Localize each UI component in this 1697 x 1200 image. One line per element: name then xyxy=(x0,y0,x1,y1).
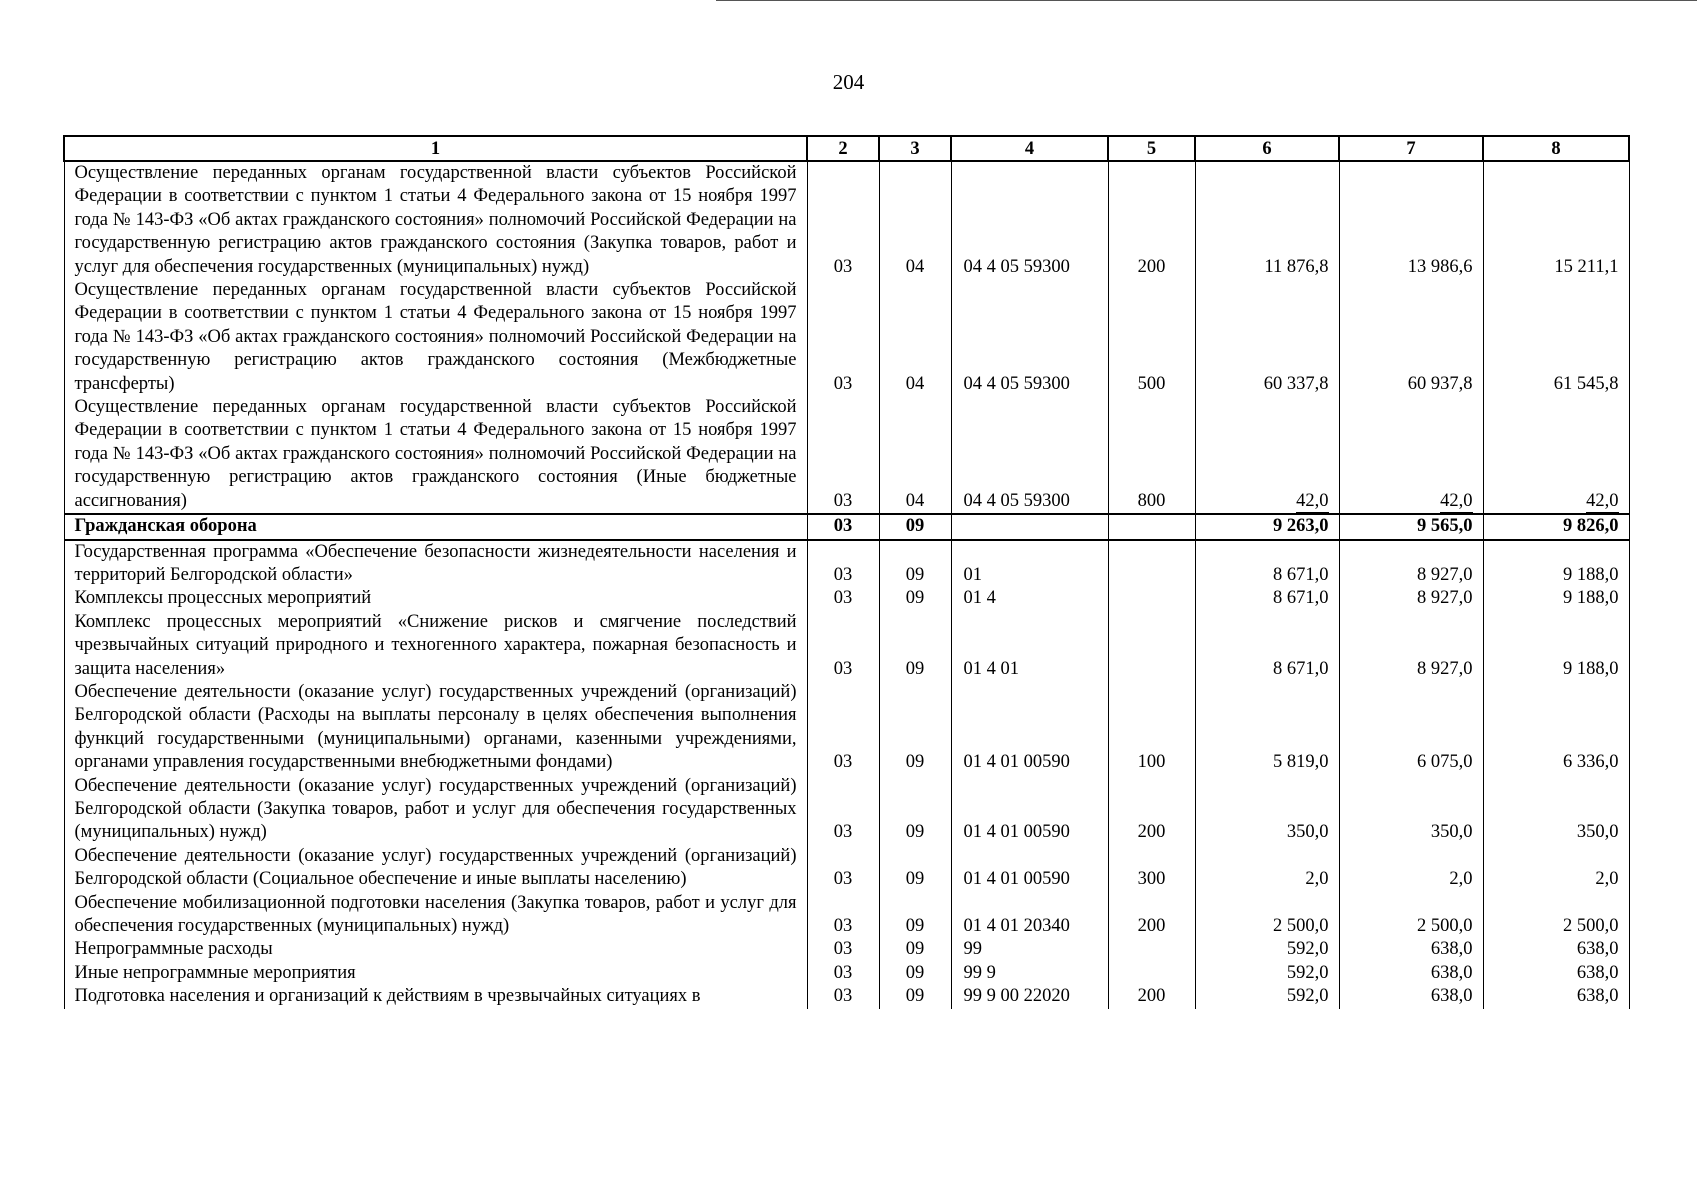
amount-year-3: 9 188,0 xyxy=(1483,540,1629,588)
expense-type-code xyxy=(1108,962,1195,985)
expense-type-code xyxy=(1108,938,1195,961)
section-code: 03 xyxy=(807,681,879,775)
section-code: 03 xyxy=(807,775,879,845)
section-code: 03 xyxy=(807,396,879,514)
header-cell: 1 xyxy=(64,136,807,161)
row-description: Осуществление переданных органам государственной власти субъектов Российской Федерации в соответствии с пунктом 1 статьи 4 Федерального закона от 15 ноября 1997 года № 143-ФЗ «Об актах гражданского состояния» полномочий Российской Федерации на государственную регистрацию актов гражданского состояния (Межбюджетные трансферты) xyxy=(64,279,807,396)
target-article-code: 01 4 01 00590 xyxy=(951,681,1108,775)
subsection-code: 09 xyxy=(879,540,951,588)
subsection-code: 04 xyxy=(879,279,951,396)
amount-year-2: 638,0 xyxy=(1339,962,1483,985)
header-row xyxy=(64,136,1629,161)
subsection-code: 04 xyxy=(879,396,951,514)
page-number: 204 xyxy=(832,70,865,94)
amount-year-3: 9 188,0 xyxy=(1483,587,1629,610)
amount-year-1: 9 263,0 xyxy=(1195,514,1339,539)
subsection-code: 09 xyxy=(879,775,951,845)
target-article-code: 99 9 xyxy=(951,962,1108,985)
amount-year-1: 11 876,8 xyxy=(1195,161,1339,279)
target-article-code xyxy=(951,514,1108,539)
table-row xyxy=(64,985,1629,1008)
expense-type-code: 500 xyxy=(1108,279,1195,396)
amount-year-2-value: 42,0 xyxy=(1440,490,1473,511)
row-description: Обеспечение мобилизационной подготовки населения (Закупка товаров, работ и услуг для обеспечения государственных (муниципальных) нужд) xyxy=(64,892,807,939)
expense-type-code: 200 xyxy=(1108,985,1195,1008)
header-cell: 7 xyxy=(1339,136,1483,161)
amount-year-3: 638,0 xyxy=(1483,938,1629,961)
header-cell: 3 xyxy=(879,136,951,161)
subsection-code: 09 xyxy=(879,962,951,985)
target-article-code: 01 xyxy=(951,540,1108,588)
subsection-code: 09 xyxy=(879,938,951,961)
expense-type-code xyxy=(1108,514,1195,539)
amount-year-1: 592,0 xyxy=(1195,962,1339,985)
subsection-code: 09 xyxy=(879,681,951,775)
target-article-code: 01 4 01 xyxy=(951,611,1108,681)
amount-year-3: 638,0 xyxy=(1483,985,1629,1008)
amount-year-2: 13 986,6 xyxy=(1339,161,1483,279)
top-rule xyxy=(716,0,1697,1)
amount-year-3: 2,0 xyxy=(1483,845,1629,892)
row-description: Обеспечение деятельности (оказание услуг) государственных учреждений (организаций) Белгородской области (Социальное обеспечение и иные выплаты населению) xyxy=(64,845,807,892)
amount-year-2: 2 500,0 xyxy=(1339,892,1483,939)
row-description: Гражданская оборона xyxy=(64,514,807,539)
amount-year-3: 9 188,0 xyxy=(1483,611,1629,681)
section-code: 03 xyxy=(807,587,879,610)
subsection-code: 09 xyxy=(879,587,951,610)
table-row xyxy=(64,161,1629,279)
target-article-code: 04 4 05 59300 xyxy=(951,161,1108,279)
amount-year-2 xyxy=(1339,396,1483,514)
table-row xyxy=(64,396,1629,514)
section-code: 03 xyxy=(807,279,879,396)
header-cell: 5 xyxy=(1108,136,1195,161)
section-code: 03 xyxy=(807,938,879,961)
section-code: 03 xyxy=(807,161,879,279)
section-code: 03 xyxy=(807,845,879,892)
header-cell: 4 xyxy=(951,136,1108,161)
target-article-code: 01 4 01 20340 xyxy=(951,892,1108,939)
amount-year-2: 638,0 xyxy=(1339,985,1483,1008)
amount-year-1: 8 671,0 xyxy=(1195,611,1339,681)
table-row xyxy=(64,775,1629,845)
table-row xyxy=(64,587,1629,610)
amount-year-2: 6 075,0 xyxy=(1339,681,1483,775)
expense-type-code: 300 xyxy=(1108,845,1195,892)
amount-year-1-value: 42,0 xyxy=(1296,490,1329,511)
amount-year-2: 8 927,0 xyxy=(1339,587,1483,610)
amount-year-1: 5 819,0 xyxy=(1195,681,1339,775)
table-row xyxy=(64,892,1629,939)
amount-year-2: 8 927,0 xyxy=(1339,540,1483,588)
amount-year-3 xyxy=(1483,396,1629,514)
expense-type-code: 200 xyxy=(1108,892,1195,939)
amount-year-3: 15 211,1 xyxy=(1483,161,1629,279)
header-cell: 6 xyxy=(1195,136,1339,161)
amount-year-1: 2 500,0 xyxy=(1195,892,1339,939)
subsection-code: 09 xyxy=(879,845,951,892)
table-row xyxy=(64,540,1629,588)
table-row xyxy=(64,681,1629,775)
amount-year-1: 8 671,0 xyxy=(1195,540,1339,588)
amount-year-1: 592,0 xyxy=(1195,985,1339,1008)
row-description: Комплексы процессных мероприятий xyxy=(64,587,807,610)
amount-year-1: 592,0 xyxy=(1195,938,1339,961)
subsection-code: 04 xyxy=(879,161,951,279)
amount-year-1: 8 671,0 xyxy=(1195,587,1339,610)
expense-type-code: 100 xyxy=(1108,681,1195,775)
amount-year-2: 2,0 xyxy=(1339,845,1483,892)
amount-year-1: 2,0 xyxy=(1195,845,1339,892)
amount-year-3: 638,0 xyxy=(1483,962,1629,985)
amount-year-3: 9 826,0 xyxy=(1483,514,1629,539)
section-code: 03 xyxy=(807,540,879,588)
table-row xyxy=(64,938,1629,961)
row-description: Непрограммные расходы xyxy=(64,938,807,961)
amount-year-1 xyxy=(1195,396,1339,514)
row-description: Осуществление переданных органам государственной власти субъектов Российской Федерации в соответствии с пунктом 1 статьи 4 Федерального закона от 15 ноября 1997 года № 143-ФЗ «Об актах гражданского состояния» полномочий Российской Федерации на государственную регистрацию актов гражданского состояния (Иные бюджетные ассигнования) xyxy=(64,396,807,514)
amount-year-1: 350,0 xyxy=(1195,775,1339,845)
section-code: 03 xyxy=(807,985,879,1008)
section-code: 03 xyxy=(807,962,879,985)
row-description: Комплекс процессных мероприятий «Снижение рисков и смягчение последствий чрезвычайных ситуаций природного и техногенного характера, пожарная безопасность и защита населения» xyxy=(64,611,807,681)
amount-year-3: 61 545,8 xyxy=(1483,279,1629,396)
subsection-code: 09 xyxy=(879,514,951,539)
budget-table xyxy=(63,135,1630,1009)
row-description: Иные непрограммные мероприятия xyxy=(64,962,807,985)
section-code: 03 xyxy=(807,892,879,939)
amount-year-2: 8 927,0 xyxy=(1339,611,1483,681)
row-description: Государственная программа «Обеспечение безопасности жизнедеятельности населения и территорий Белгородской области» xyxy=(64,540,807,588)
table-row xyxy=(64,279,1629,396)
row-description: Осуществление переданных органам государственной власти субъектов Российской Федерации в соответствии с пунктом 1 статьи 4 Федерального закона от 15 ноября 1997 года № 143-ФЗ «Об актах гражданского состояния» полномочий Российской Федерации на государственную регистрацию актов гражданского состояния (Закупка товаров, работ и услуг для обеспечения государственных (муниципальных) нужд) xyxy=(64,161,807,279)
amount-year-1: 60 337,8 xyxy=(1195,279,1339,396)
row-description: Обеспечение деятельности (оказание услуг) государственных учреждений (организаций) Белгородской области (Закупка товаров, работ и услуг для обеспечения государственных (муниципальных) нужд) xyxy=(64,775,807,845)
section-total-row xyxy=(64,514,1629,539)
table-row xyxy=(64,845,1629,892)
amount-year-2: 350,0 xyxy=(1339,775,1483,845)
target-article-code: 01 4 01 00590 xyxy=(951,845,1108,892)
section-code: 03 xyxy=(807,611,879,681)
target-article-code: 01 4 01 00590 xyxy=(951,775,1108,845)
expense-type-code: 200 xyxy=(1108,775,1195,845)
target-article-code: 04 4 05 59300 xyxy=(951,279,1108,396)
subsection-code: 09 xyxy=(879,892,951,939)
amount-year-3: 350,0 xyxy=(1483,775,1629,845)
amount-year-2: 638,0 xyxy=(1339,938,1483,961)
amount-year-3: 2 500,0 xyxy=(1483,892,1629,939)
subsection-code: 09 xyxy=(879,611,951,681)
expense-type-code xyxy=(1108,587,1195,610)
row-description: Обеспечение деятельности (оказание услуг) государственных учреждений (организаций) Белгородской области (Расходы на выплаты персоналу в целях обеспечения выполнения функций государственными (муниципальными) органами, казенными учреждениями, органами управления государственными внебюджетными фондами) xyxy=(64,681,807,775)
table-row xyxy=(64,962,1629,985)
target-article-code: 99 9 00 22020 xyxy=(951,985,1108,1008)
expense-type-code: 800 xyxy=(1108,396,1195,514)
amount-year-2: 9 565,0 xyxy=(1339,514,1483,539)
target-article-code: 04 4 05 59300 xyxy=(951,396,1108,514)
amount-year-2: 60 937,8 xyxy=(1339,279,1483,396)
amount-year-3-value: 42,0 xyxy=(1586,490,1619,511)
row-description: Подготовка населения и организаций к действиям в чрезвычайных ситуациях в xyxy=(64,985,807,1008)
target-article-code: 99 xyxy=(951,938,1108,961)
expense-type-code: 200 xyxy=(1108,161,1195,279)
expense-type-code xyxy=(1108,611,1195,681)
expense-type-code xyxy=(1108,540,1195,588)
section-code: 03 xyxy=(807,514,879,539)
header-cell: 8 xyxy=(1483,136,1629,161)
amount-year-3: 6 336,0 xyxy=(1483,681,1629,775)
header-cell: 2 xyxy=(807,136,879,161)
subsection-code: 09 xyxy=(879,985,951,1008)
table-row xyxy=(64,611,1629,681)
target-article-code: 01 4 xyxy=(951,587,1108,610)
